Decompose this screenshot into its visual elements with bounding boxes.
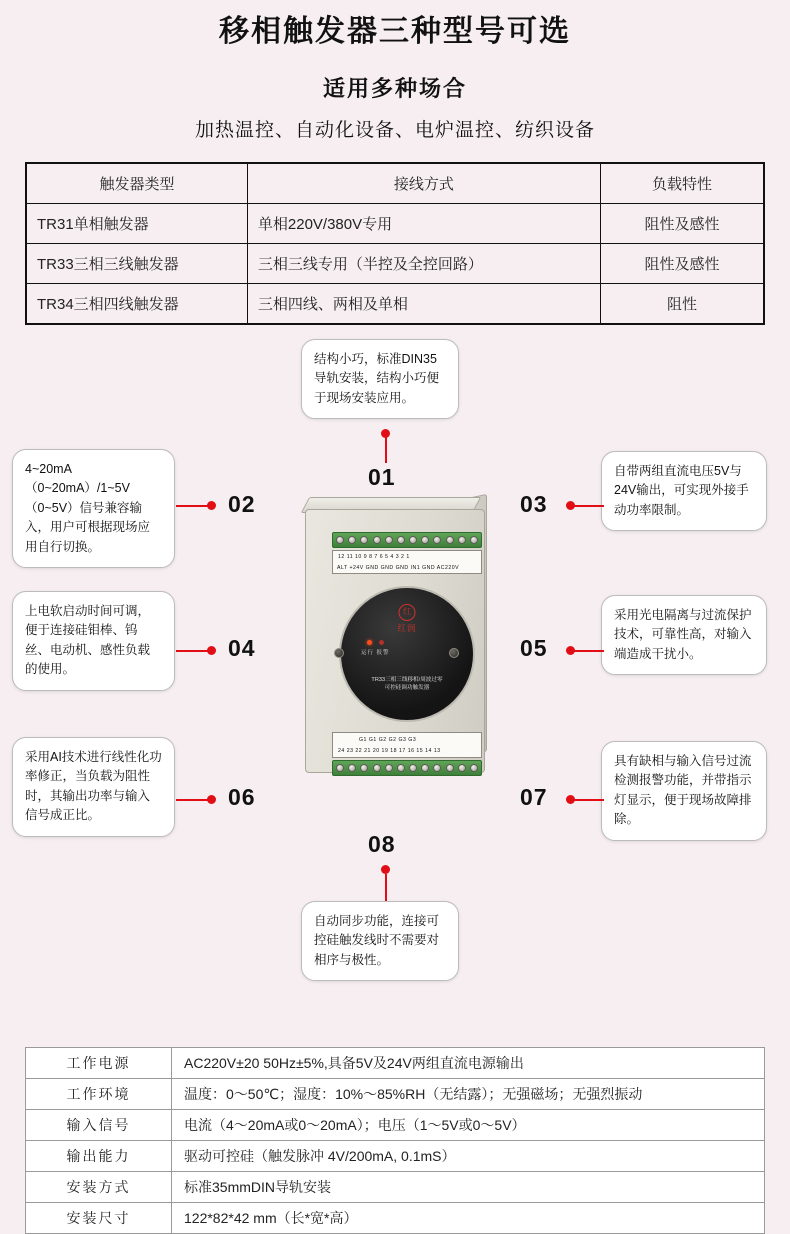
callout-number-05: 05 xyxy=(520,635,548,661)
callout-dot-01 xyxy=(381,429,390,438)
callout-text-05: 采用光电隔离与过流保护技术，可靠性高，对输入端造成干扰小。 xyxy=(614,608,752,661)
spec-value-dimensions: 122*82*42 mm（长*宽*高） xyxy=(172,1203,765,1234)
cell-type: TR34三相四线触发器 xyxy=(26,284,247,325)
callout-leader-08 xyxy=(385,874,387,902)
cell-load: 阻性 xyxy=(600,284,764,325)
callout-bubble-05 xyxy=(601,595,767,675)
cell-type: TR31单相触发器 xyxy=(26,204,247,244)
top-terminal-numbers: 12 11 10 9 8 7 6 5 4 3 2 1 xyxy=(338,554,410,560)
terminal-screws-top xyxy=(336,536,478,545)
spec-value-input: 电流（4～20mA或0～20mA）；电压（1～5V或0～5V） xyxy=(172,1110,765,1141)
spec-row xyxy=(26,1172,765,1203)
callout-number-01: 01 xyxy=(368,464,396,490)
callout-dot-07 xyxy=(566,795,575,804)
callout-text-03: 自带两组直流电压5V与24V输出，可实现外接手动功率限制。 xyxy=(614,464,749,517)
spec-row xyxy=(26,1203,765,1234)
subtitle: 适用多种场合 xyxy=(322,76,467,101)
spec-key-mounting: 安装方式 xyxy=(26,1172,172,1203)
model-table xyxy=(25,162,765,325)
label-strip-top xyxy=(332,550,482,574)
mounting-screw-icon xyxy=(449,648,459,658)
spec-key-dimensions: 安装尺寸 xyxy=(26,1203,172,1234)
table-header-row xyxy=(26,163,764,204)
callout-bubble-04 xyxy=(12,591,175,691)
callout-text-06: 采用AI技术进行线性化功率修正，当负载为阻性时，其输出功率与输入信号成正比。 xyxy=(25,750,162,823)
device-caption-line1: TR33三相三线移相/周波过零 xyxy=(371,677,443,683)
callout-bubble-07 xyxy=(601,741,767,841)
top-terminal-labels: ALT +24V GND GND GND IN1 GND AC220V xyxy=(337,565,460,571)
terminal-block-bottom xyxy=(332,760,482,776)
spec-key-output: 输出能力 xyxy=(26,1141,172,1172)
spec-key-input: 输入信号 xyxy=(26,1110,172,1141)
terminal-screws-bottom xyxy=(336,764,478,773)
spec-row xyxy=(26,1079,765,1110)
table-row xyxy=(26,204,764,244)
device-illustration xyxy=(287,491,502,791)
led-labels: 运行 报警 xyxy=(361,650,390,656)
spec-row xyxy=(26,1110,765,1141)
device-front-face xyxy=(305,509,485,773)
column-header-wiring: 接线方式 xyxy=(247,163,600,204)
callout-text-01: 结构小巧，标准DIN35导轨安装，结构小巧便于现场安装应用。 xyxy=(314,352,440,405)
subtitle-applications: 加热温控、自动化设备、电炉温控、纺织设备 xyxy=(194,120,595,141)
spec-value-power: AC220V±20 50Hz±5%,具备5V及24V两组直流电源输出 xyxy=(172,1048,765,1079)
cell-load: 阻性及感性 xyxy=(600,244,764,284)
device-model-caption xyxy=(341,676,473,693)
cell-wiring: 三相四线、两相及单相 xyxy=(247,284,600,325)
callout-dot-08 xyxy=(381,865,390,874)
callout-number-04: 04 xyxy=(228,635,256,661)
brand-name: 红润 xyxy=(397,623,417,633)
table-row xyxy=(26,284,764,325)
column-header-type: 触发器类型 xyxy=(26,163,247,204)
callout-number-07: 07 xyxy=(520,784,548,810)
callout-text-02: 4~20mA（0~20mA）/1~5V（0~5V）信号兼容输入，用户可根据现场应用自行切换。 xyxy=(25,462,151,554)
brand-logo-icon: 红 xyxy=(399,604,416,621)
callout-number-06: 06 xyxy=(228,784,256,810)
cell-type: TR33三相三线触发器 xyxy=(26,244,247,284)
callout-leader-05 xyxy=(571,650,604,652)
table-row xyxy=(26,244,764,284)
callout-number-03: 03 xyxy=(520,491,548,517)
callout-bubble-03 xyxy=(601,451,767,531)
callout-leader-07 xyxy=(571,799,604,801)
cell-wiring: 单相220V/380V专用 xyxy=(247,204,600,244)
spec-row xyxy=(26,1141,765,1172)
callout-dot-04 xyxy=(207,646,216,655)
callout-bubble-02 xyxy=(12,449,175,568)
callout-number-08: 08 xyxy=(368,831,396,857)
callout-bubble-01 xyxy=(301,339,459,419)
device-caption-line2: 可控硅调功触发器 xyxy=(384,685,430,692)
mounting-screw-icon xyxy=(334,648,344,658)
callout-bubble-06 xyxy=(12,737,175,837)
spec-key-power: 工作电源 xyxy=(26,1048,172,1079)
spec-value-environment: 温度：0～50℃；湿度：10%～85%RH（无结露）；无强磁场；无强烈振动 xyxy=(172,1079,765,1110)
callout-number-02: 02 xyxy=(228,491,256,517)
spec-row xyxy=(26,1048,765,1079)
bottom-terminal-numbers: 24 23 22 21 20 19 18 17 16 15 14 13 xyxy=(338,748,441,754)
status-leds xyxy=(367,640,384,645)
callout-leader-03 xyxy=(571,505,604,507)
cell-wiring: 三相三线专用（半控及全控回路） xyxy=(247,244,600,284)
column-header-load: 负载特性 xyxy=(600,163,764,204)
callout-text-04: 上电软启动时间可调，便于连接硅钼棒、钨丝、电动机、感性负载的使用。 xyxy=(25,604,151,677)
callout-leader-04 xyxy=(176,650,209,652)
callout-leader-02 xyxy=(176,505,209,507)
terminal-block-top xyxy=(332,532,482,548)
callout-leader-06 xyxy=(176,799,209,801)
label-strip-bottom xyxy=(332,732,482,758)
spec-value-mounting: 标准35mmDIN导轨安装 xyxy=(172,1172,765,1203)
callout-bubble-08 xyxy=(301,901,459,981)
run-led-icon xyxy=(367,640,372,645)
callout-dot-05 xyxy=(566,646,575,655)
specification-table xyxy=(25,1047,765,1234)
spec-key-environment: 工作环境 xyxy=(26,1079,172,1110)
cell-load: 阻性及感性 xyxy=(600,204,764,244)
spec-value-output: 驱动可控硅（触发脉冲 4V/200mA, 0.1mS） xyxy=(172,1141,765,1172)
callout-dot-02 xyxy=(207,501,216,510)
alarm-led-icon xyxy=(379,640,384,645)
callout-text-08: 自动同步功能，连接可控硅触发线时不需要对相序与极性。 xyxy=(314,914,440,967)
bottom-terminal-labels: G1 G1 G2 G2 G3 G3 xyxy=(359,737,417,743)
page-title: 移相触发器三种型号可选 xyxy=(219,15,571,48)
callout-dot-03 xyxy=(566,501,575,510)
callout-dot-06 xyxy=(207,795,216,804)
callout-text-07: 具有缺相与输入信号过流检测报警功能，并带指示灯显示，便于现场故障排除。 xyxy=(614,754,752,827)
product-feature-diagram xyxy=(0,339,790,1029)
